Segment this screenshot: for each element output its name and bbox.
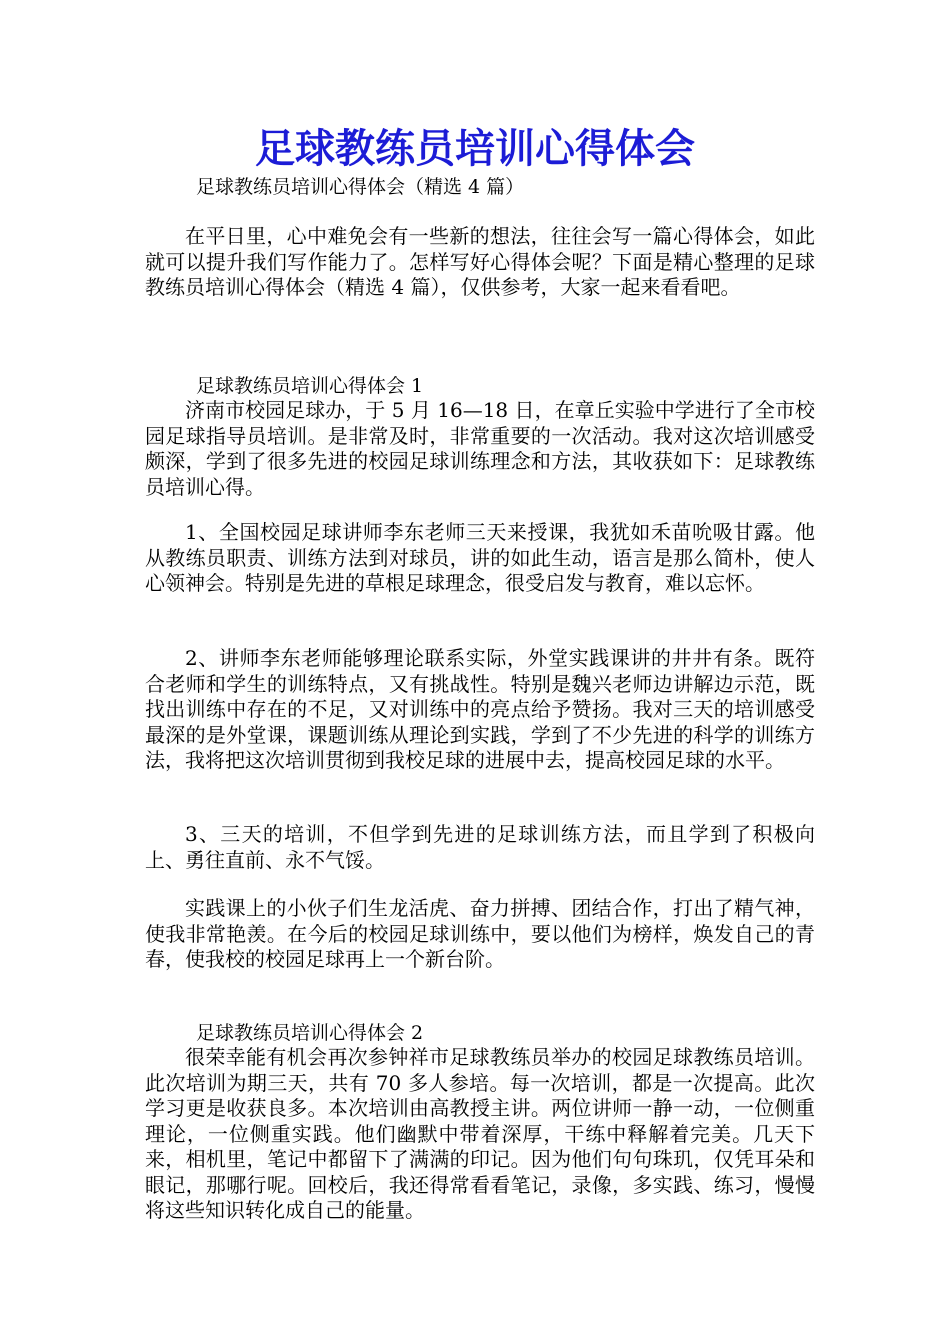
section-1-paragraph-1: 济南市校园足球办，于 5 月 16—18 日，在章丘实验中学进行了全市校园足球指导员培训。是非常及时，非常重要的一次活动。我对这次培训感受颇深，学到了很多先进的校园足球训练理念和方法，其收获如下：足球教练员培训心得。 [145,398,815,499]
section-1-paragraph-5: 实践课上的小伙子们生龙活虎、奋力拼搏、团结合作，打出了精气神，使我非常艳羡。在今后的校园足球训练中，要以他们为榜样，焕发自己的青春，使我校的校园足球再上一个新台阶。 [145,896,815,971]
section-1-paragraph-4: 3、三天的培训，不但学到先进的足球训练方法，而且学到了积极向上、勇往直前、永不气馁。 [145,822,815,872]
document-title: 足球教练员培训心得体会 [255,126,695,172]
section-1-paragraph-3: 2、讲师李东老师能够理论联系实际，外堂实践课讲的井井有条。既符合老师和学生的训练特点，又有挑战性。特别是魏兴老师边讲解边示范，既找出训练中存在的不足，又对训练中的亮点给予赞扬。我对三天的培训感受最深的是外堂课，课题训练从理论到实践，学到了不少先进的科学的训练方法，我将把这次培训贯彻到我校足球的进展中去，提高校园足球的水平。 [145,646,815,772]
intro-paragraph: 在平日里，心中难免会有一些新的想法，往往会写一篇心得体会，如此就可以提升我们写作能力了。怎样写好心得体会呢？下面是精心整理的足球教练员培训心得体会（精选 4 篇），仅供参考，大家一起来看看吧。 [145,224,815,299]
section-1-heading: 足球教练员培训心得体会 1 [196,375,424,397]
section-2-paragraph-1: 很荣幸能有机会再次参钟祥市足球教练员举办的校园足球教练员培训。此次培训为期三天，共有 70 多人参培。每一次培训，都是一次提高。此次学习更是收获良多。本次培训由高教授主讲。两位讲师一静一动，一位侧重理论，一位侧重实践。他们幽默中带着深厚，干练中释解着完美。几天下来，相机里，笔记中都留下了满满的印记。因为他们句句珠玑，仅凭耳朵和眼记，那哪行呢。回校后，我还得常看看笔记，录像，多实践、练习，慢慢将这些知识转化成自己的能量。 [145,1045,815,1222]
section-2-heading: 足球教练员培训心得体会 2 [196,1022,424,1044]
section-1-paragraph-2: 1、全国校园足球讲师李东老师三天来授课，我犹如禾苗吮吸甘露。他从教练员职责、训练方法到对球员，讲的如此生动，语言是那么简朴，使人心领神会。特别是先进的草根足球理念，很受启发与教育，难以忘怀。 [145,520,815,595]
document-subtitle: 足球教练员培训心得体会（精选 4 篇） [196,176,525,198]
